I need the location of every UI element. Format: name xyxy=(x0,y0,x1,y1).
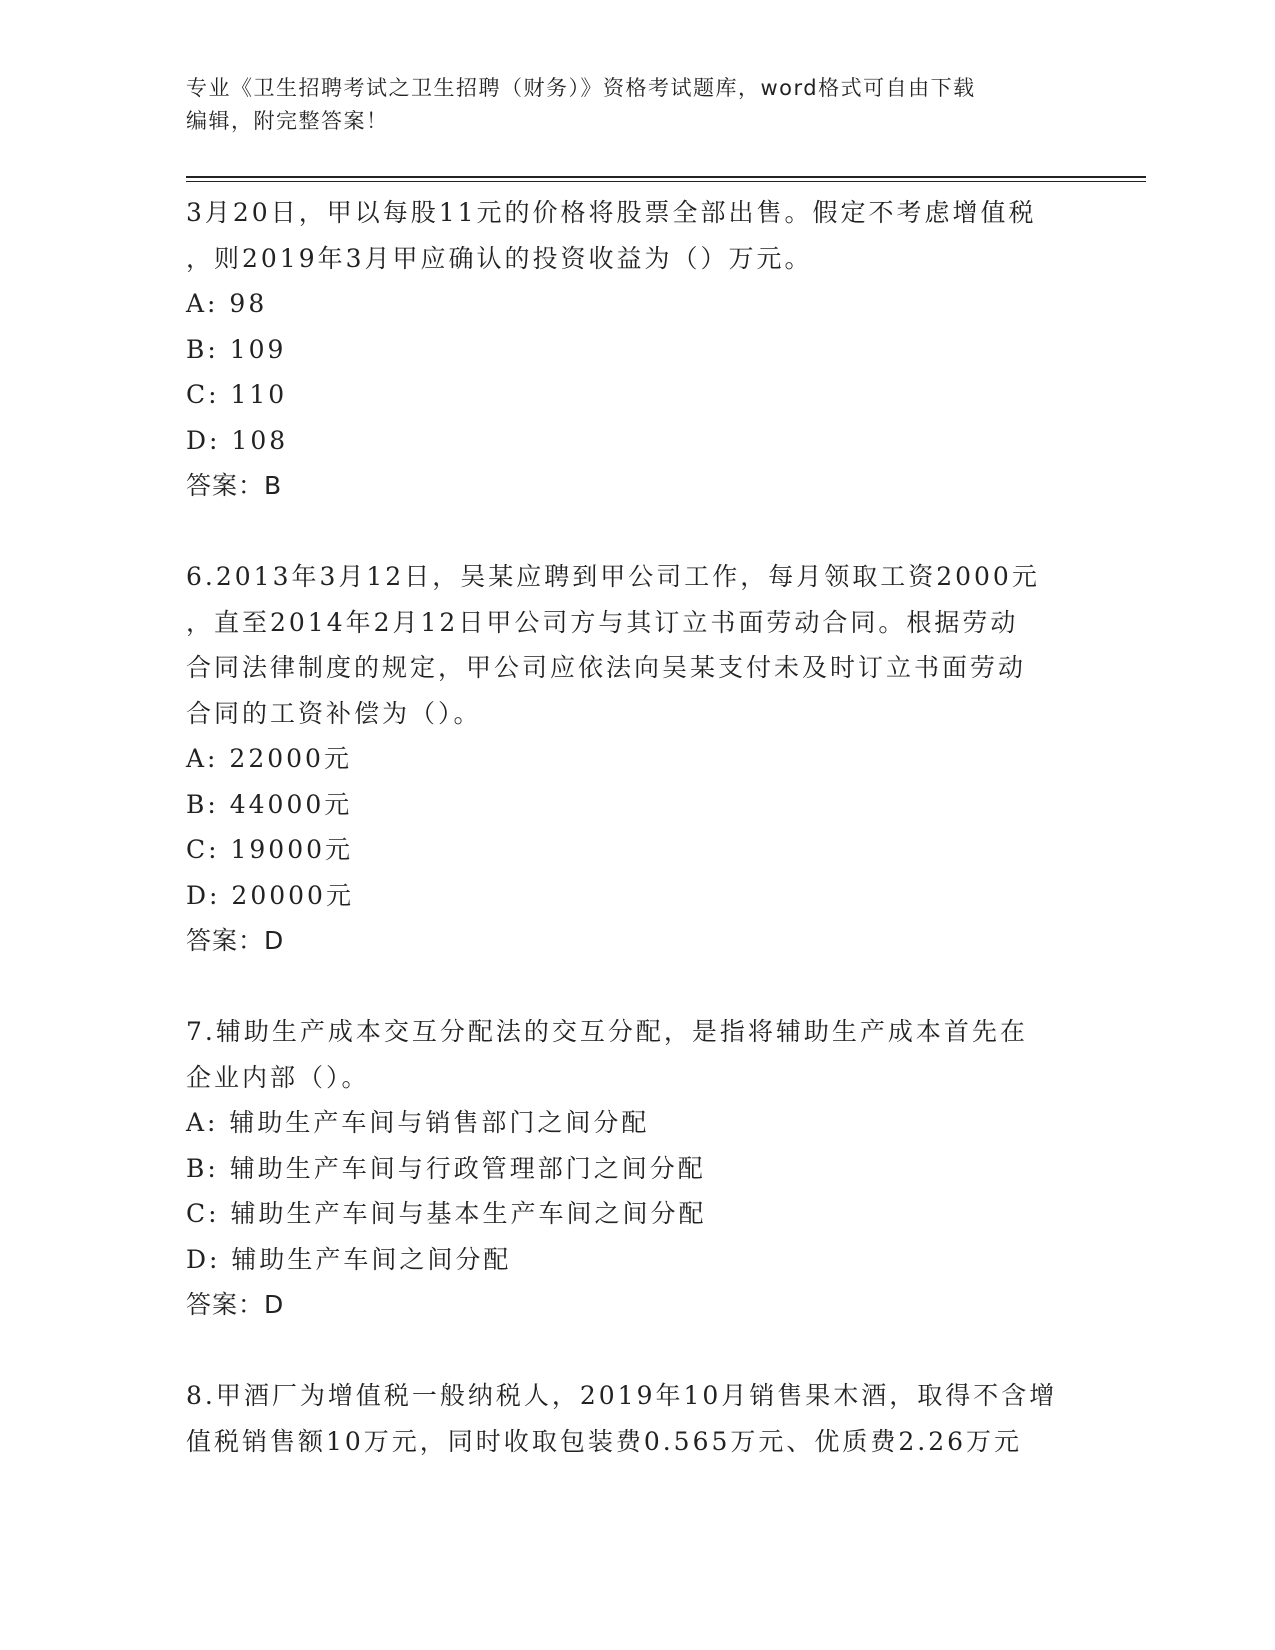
header-divider-thin xyxy=(186,181,1146,182)
option-a: A: 辅助生产车间与销售部门之间分配 xyxy=(186,1108,650,1137)
option-a: A: 98 xyxy=(186,289,268,318)
option-a: A: 22000元 xyxy=(186,744,352,773)
option-b: B: 109 xyxy=(186,334,287,364)
option-c: C: 19000元 xyxy=(186,835,354,864)
option-d: D: 108 xyxy=(186,425,289,455)
spacer xyxy=(186,964,1086,1010)
question-stem-line: ，直至2014年2月12日甲公司方与其订立书面劳动合同。根据劳动 xyxy=(186,607,1019,637)
question-6 xyxy=(186,554,1086,964)
question-stem-line: 企业内部（）。 xyxy=(186,1062,370,1092)
spacer xyxy=(186,1328,1086,1374)
question-5 xyxy=(186,190,1086,509)
option-b: B: 44000元 xyxy=(186,789,353,819)
answer-label: 答案：D xyxy=(186,926,285,955)
option-d: D: 20000元 xyxy=(186,880,354,910)
option-c: C: 辅助生产车间与基本生产车间之间分配 xyxy=(186,1199,707,1228)
question-stem-line: 8.甲酒厂为增值税一般纳税人，2019年10月销售果木酒，取得不含增 xyxy=(186,1381,1058,1410)
question-stem-line: 7.辅助生产成本交互分配法的交互分配，是指将辅助生产成本首先在 xyxy=(186,1017,1028,1046)
question-stem-line: 合同的工资补偿为（）。 xyxy=(186,698,482,728)
question-stem-line: 6.2013年3月12日，吴某应聘到甲公司工作，每月领取工资2000元 xyxy=(186,562,1040,591)
question-stem-line: 值税销售额10万元，同时收取包装费0.565万元、优质费2.26万元 xyxy=(186,1426,1023,1456)
answer-label: 答案：D xyxy=(186,1290,285,1319)
spacer xyxy=(186,509,1086,555)
header-divider-thick xyxy=(186,176,1146,178)
question-stem-line: 合同法律制度的规定，甲公司应依法向吴某支付未及时订立书面劳动 xyxy=(186,653,1027,682)
question-stem-line: 3月20日，甲以每股11元的价格将股票全部出售。假定不考虑增值税 xyxy=(186,198,1037,227)
option-c: C: 110 xyxy=(186,380,288,409)
option-b: B: 辅助生产车间与行政管理部门之间分配 xyxy=(186,1153,706,1183)
document-header xyxy=(186,72,1086,138)
question-stem-line: ，则2019年3月甲应确认的投资收益为（）万元。 xyxy=(186,243,813,273)
question-list xyxy=(186,190,1086,1464)
header-line-2: 编辑，附完整答案！ xyxy=(186,109,389,133)
question-7 xyxy=(186,1009,1086,1328)
answer-label: 答案：B xyxy=(186,471,283,500)
header-line-1: 专业《卫生招聘考试之卫生招聘（财务）》资格考试题库，word格式可自由下载 xyxy=(186,76,976,100)
option-d: D: 辅助生产车间之间分配 xyxy=(186,1244,512,1274)
question-8 xyxy=(186,1373,1086,1464)
